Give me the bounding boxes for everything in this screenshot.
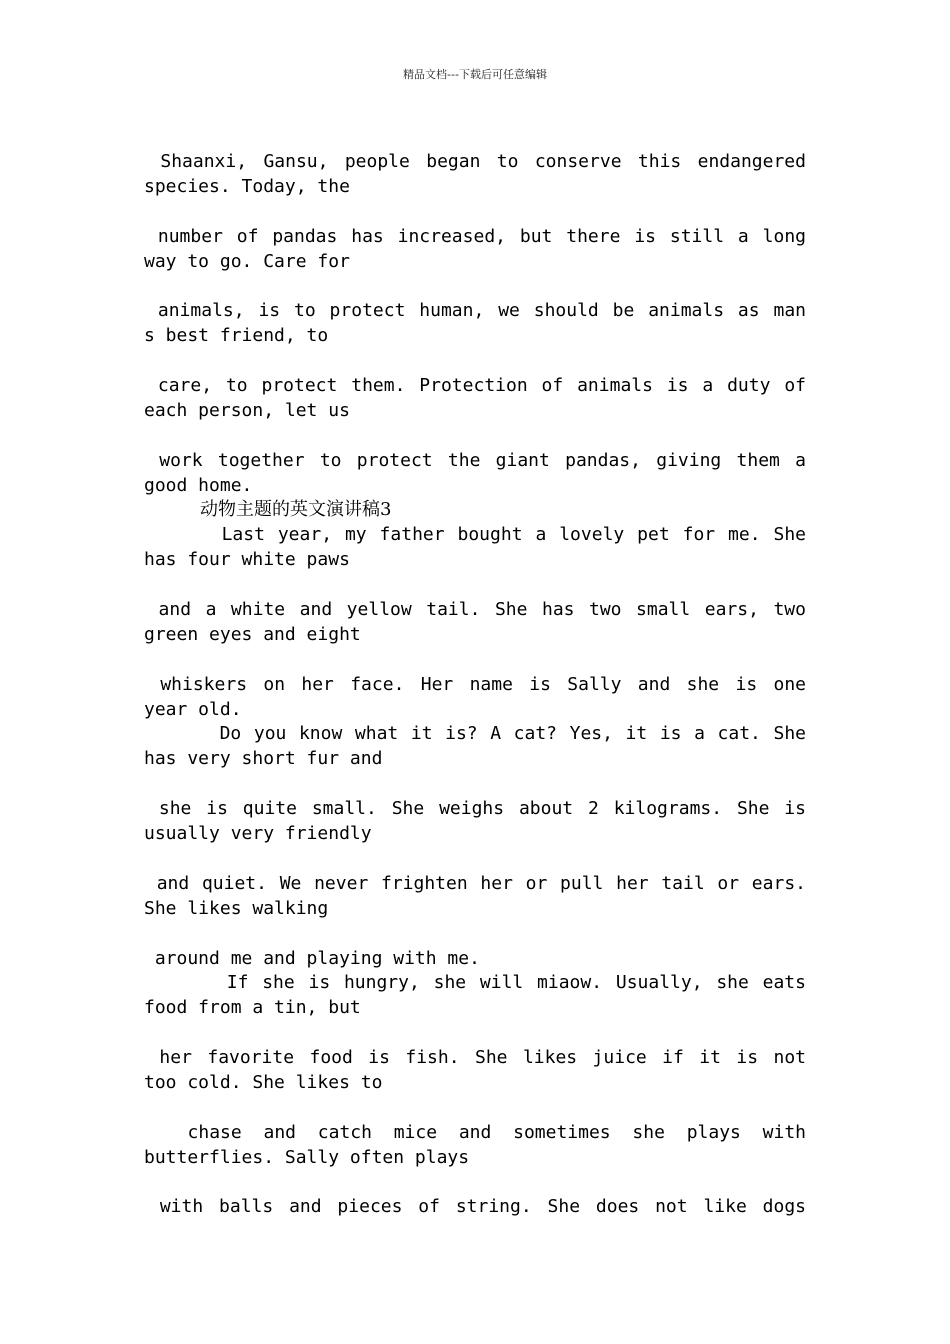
blank-line: [144, 648, 806, 673]
blank-line: [144, 1021, 806, 1046]
text-line: Shaanxi, Gansu, people began to conserve this endangered: [144, 151, 806, 172]
blank-line: [144, 349, 806, 374]
text-line: too cold. She likes to: [144, 1071, 383, 1093]
document-body: [144, 150, 806, 1220]
text-line: whiskers on her face. Her name is Sally and she is one: [144, 673, 806, 695]
blank-line: [144, 424, 806, 449]
text-line: and quiet. We never frighten her or pull her tail or ears.: [144, 872, 806, 894]
text-line: number of pandas has increased, but there is still a long: [144, 225, 806, 247]
blank-line: [144, 274, 806, 299]
text-line: animals, is to protect human, we should be animals as man: [144, 300, 806, 322]
blank-line: [144, 922, 806, 947]
blank-line: [144, 1096, 806, 1121]
text-line: green eyes and eight: [144, 623, 361, 645]
text-line: Last year, my father bought a lovely pet for me. She: [144, 524, 806, 546]
section-heading: 动物主题的英文演讲稿3: [200, 499, 392, 521]
blank-line: [144, 1171, 806, 1196]
blank-line: [144, 200, 806, 225]
text-line: food from a tin, but: [144, 997, 361, 1019]
text-line: chase and catch mice and sometimes she plays with: [144, 1121, 806, 1143]
page-header: 精品文档---下载后可任意编辑: [403, 68, 547, 81]
text-line: usually very friendly: [144, 823, 372, 845]
text-line: has very short fur and: [144, 748, 383, 770]
text-line: s best friend, to: [144, 325, 329, 347]
text-line: work together to protect the giant pandas, giving them a: [144, 449, 806, 471]
blank-line: [144, 847, 806, 872]
text-line: care, to protect them. Protection of animals is a duty of: [144, 375, 806, 397]
text-line: If she is hungry, she will miaow. Usually, she eats: [144, 972, 806, 994]
text-line: and a white and yellow tail. She has two small ears, two: [144, 599, 806, 621]
text-line: good home.: [144, 474, 253, 496]
text-line: each person, let us: [144, 399, 350, 421]
blank-line: [144, 573, 806, 598]
text-line: with balls and pieces of string. She does not like dogs: [144, 1196, 806, 1218]
text-line: she is quite small. She weighs about 2 kilograms. She is: [144, 798, 806, 820]
text-line: has four white paws: [144, 549, 350, 571]
text-line: butterflies. Sally often plays: [144, 1146, 470, 1168]
text-line: Do you know what it is? A cat? Yes, it is a cat. She: [144, 723, 806, 745]
text-line: her favorite food is fish. She likes juice if it is not: [144, 1047, 806, 1069]
text-line: around me and playing with me.: [144, 947, 480, 969]
text-line: year old.: [144, 698, 242, 720]
text-line: She likes walking: [144, 897, 329, 919]
text-line: species. Today, the: [144, 175, 350, 197]
text-line: way to go. Care for: [144, 250, 350, 272]
blank-line: [144, 772, 806, 797]
